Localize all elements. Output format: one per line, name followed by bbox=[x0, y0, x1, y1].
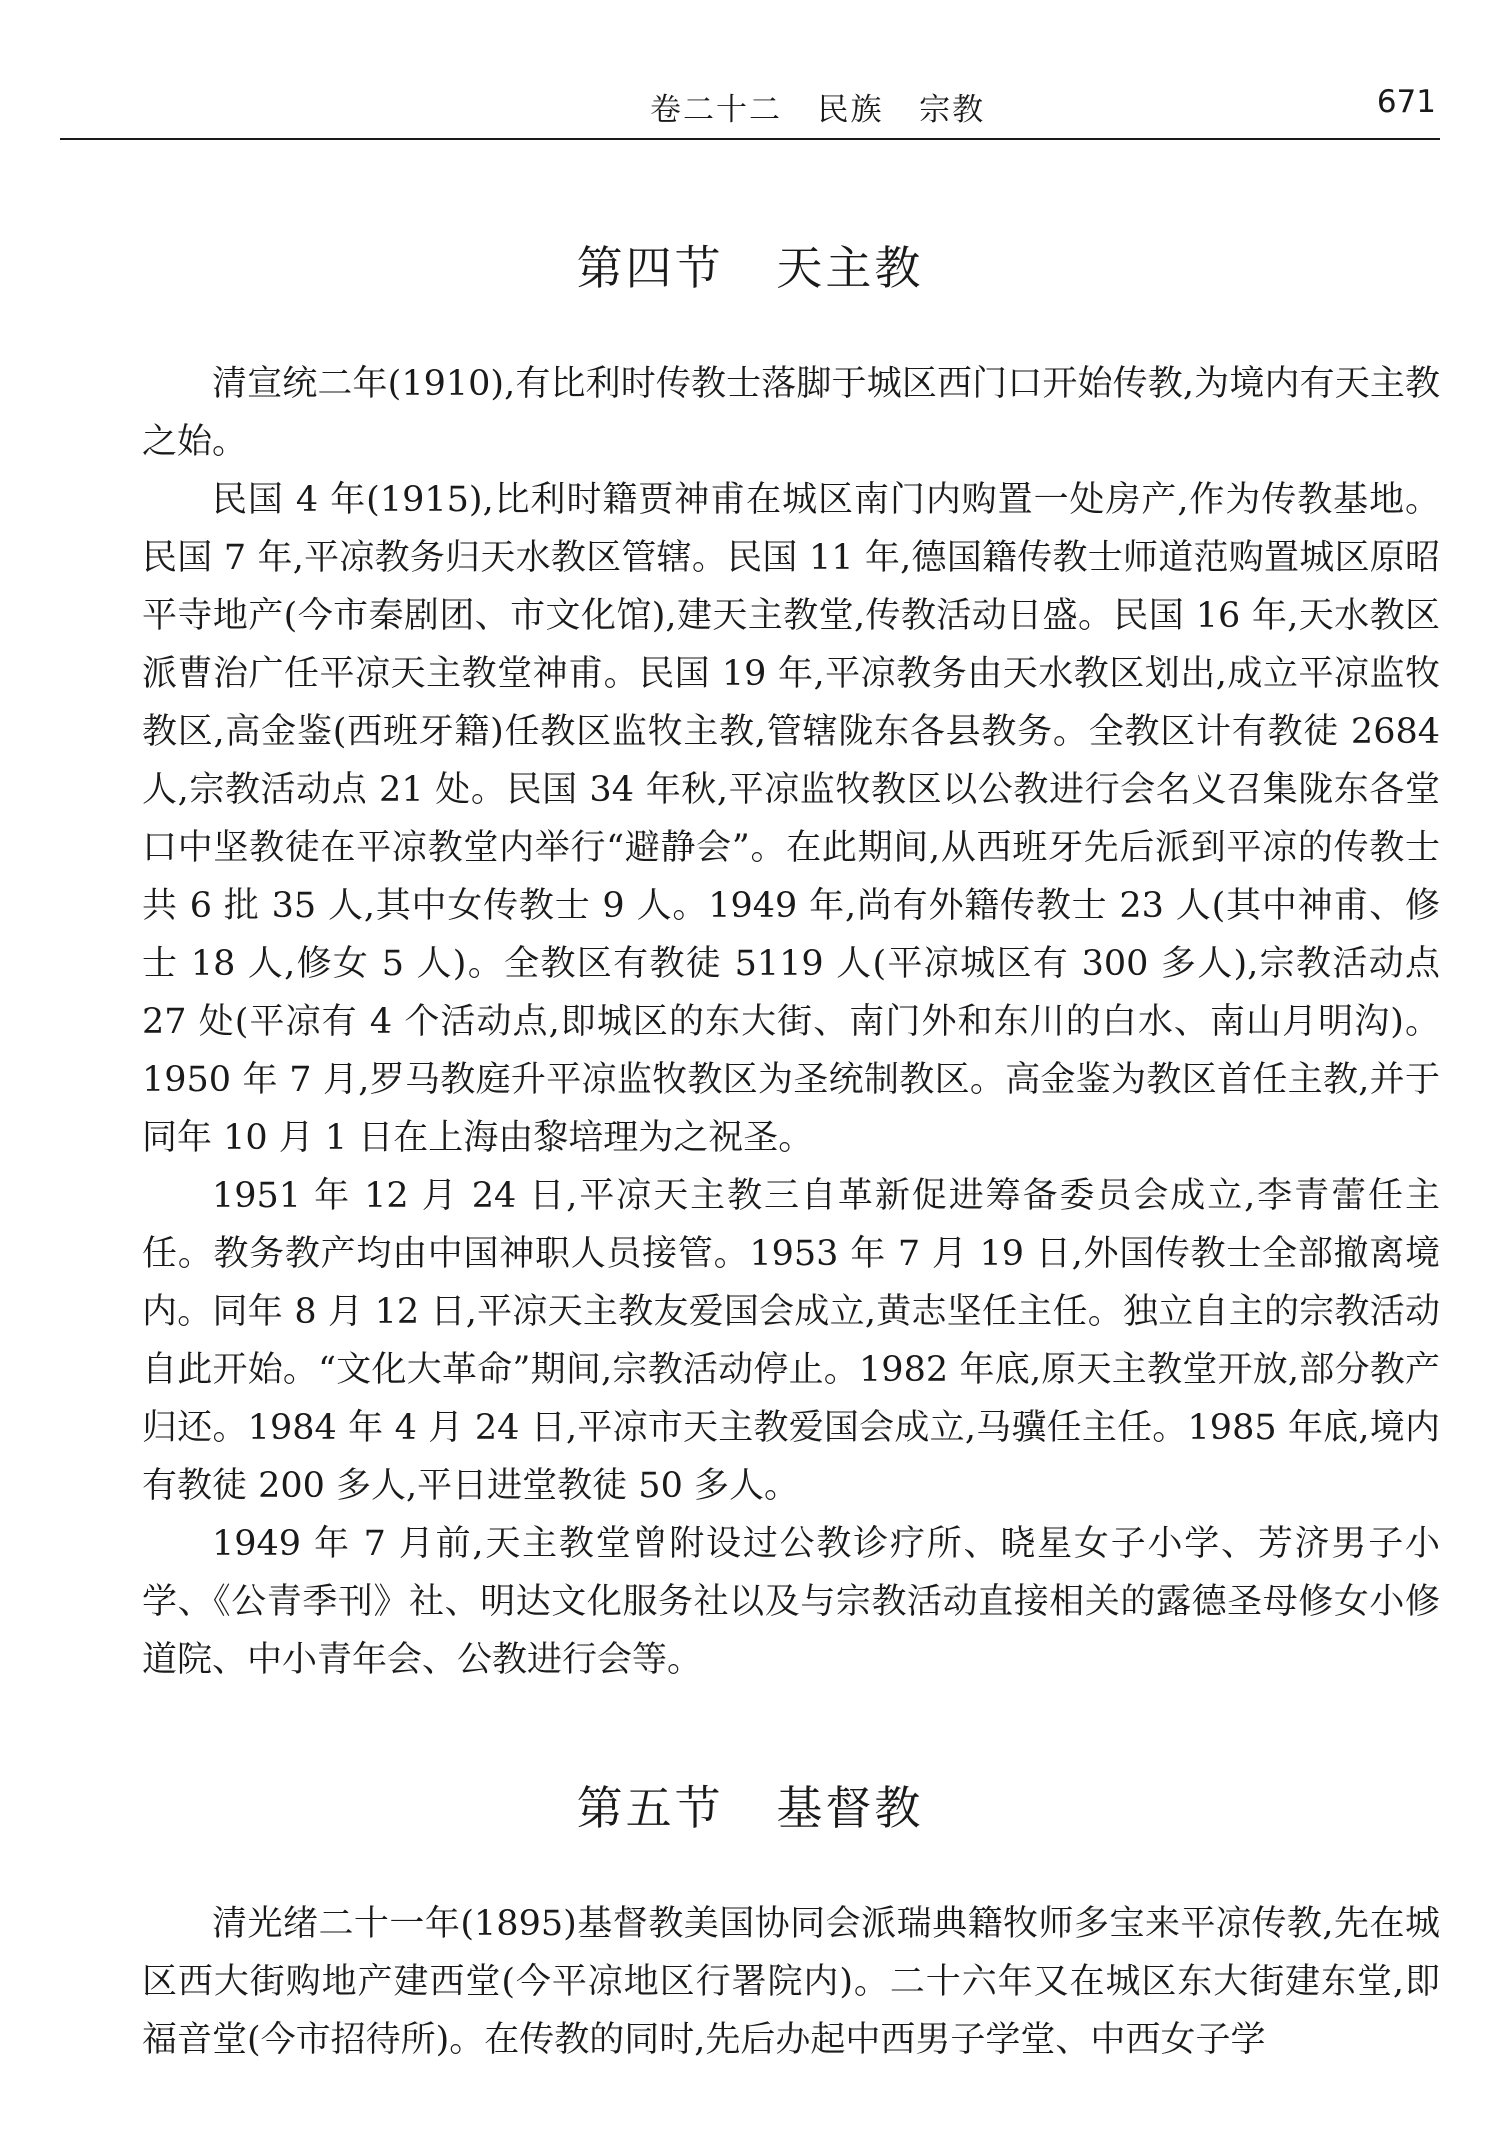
body-paragraph: 清光绪二十一年(1895)基督教美国协同会派瑞典籍牧师多宝来平凉传教,先在城区西大街购地产建西堂(今平凉地区行署院内)。二十六年又在城区东大街建东堂,即福音堂(今市招待所)。在传教的同时,先后办起中西男子学堂、中西女子学 bbox=[142, 1904, 1440, 2060]
section-heading-catholicism: 第四节 天主教 bbox=[576, 241, 924, 295]
body-paragraph: 清宣统二年(1910),有比利时传教士落脚于城区西门口开始传教,为境内有天主教之始。 bbox=[142, 364, 1440, 462]
section-body-catholicism bbox=[142, 355, 1440, 1689]
body-paragraph: 民国 4 年(1915),比利时籍贾神甫在城区南门内购置一处房产,作为传教基地。民国 7 年,平凉教务归天水教区管辖。民国 11 年,德国籍传教士师道范购置城区原昭平寺地产(今市秦剧团、市文化馆),建天主教堂,传教活动日盛。民国 16 年,天水教区派曹治广任平凉天主教堂神甫。民国 19 年,平凉教务由天水教区划出,成立平凉监牧教区,高金鉴(西班牙籍)任教区监牧主教,管辖陇东各县教务。全教区计有教徒 2684 人,宗教活动点 21 处。民国 34 年秋,平凉监牧教区以公教进行会名义召集陇东各堂口中坚教徒在平凉教堂内举行“避静会”。在此期间,从西班牙先后派到平凉的传教士共 6 批 35 人,其中女传教士 9 人。1949 年,尚有外籍传教士 23 人(其中神甫、修士 18 人,修女 5 人)。全教区有教徒 5119 人(平凉城区有 300 多人),宗教活动点 27 处(平凉有 4 个活动点,即城区的东大街、南门外和东川的白水、南山月明沟)。1950 年 7 月,罗马教庭升平凉监牧教区为圣统制教区。高金鉴为教区首任主教,并于同年 10 月 1 日在上海由黎培理为之祝圣。 bbox=[142, 480, 1440, 1158]
running-header bbox=[60, 78, 1440, 140]
body-paragraph: 1951 年 12 月 24 日,平凉天主教三自革新促进筹备委员会成立,李青蕾任主任。教务教产均由中国神职人员接管。1953 年 7 月 19 日,外国传教士全部撤离境内。同年 8 月 12 日,平凉天主教友爱国会成立,黄志坚任主任。独立自主的宗教活动自此开始。“文化大革命”期间,宗教活动停止。1982 年底,原天主教堂开放,部分教产归还。1984 年 4 月 24 日,平凉市天主教爱国会成立,马骥任主任。1985 年底,境内有教徒 200 多人,平日进堂教徒 50 多人。 bbox=[142, 1176, 1440, 1506]
page-number: 671 bbox=[1376, 84, 1436, 120]
body-paragraph: 1949 年 7 月前,天主教堂曾附设过公教诊疗所、晓星女子小学、芳济男子小学、《公青季刊》社、明达文化服务社以及与宗教活动直接相关的露德圣母修女小修道院、中小青年会、公教进行会等。 bbox=[142, 1524, 1440, 1680]
section-heading-christianity: 第五节 基督教 bbox=[576, 1781, 924, 1835]
running-title: 卷二十二 民族 宗教 bbox=[650, 92, 986, 128]
section-body-christianity bbox=[142, 1895, 1440, 2069]
